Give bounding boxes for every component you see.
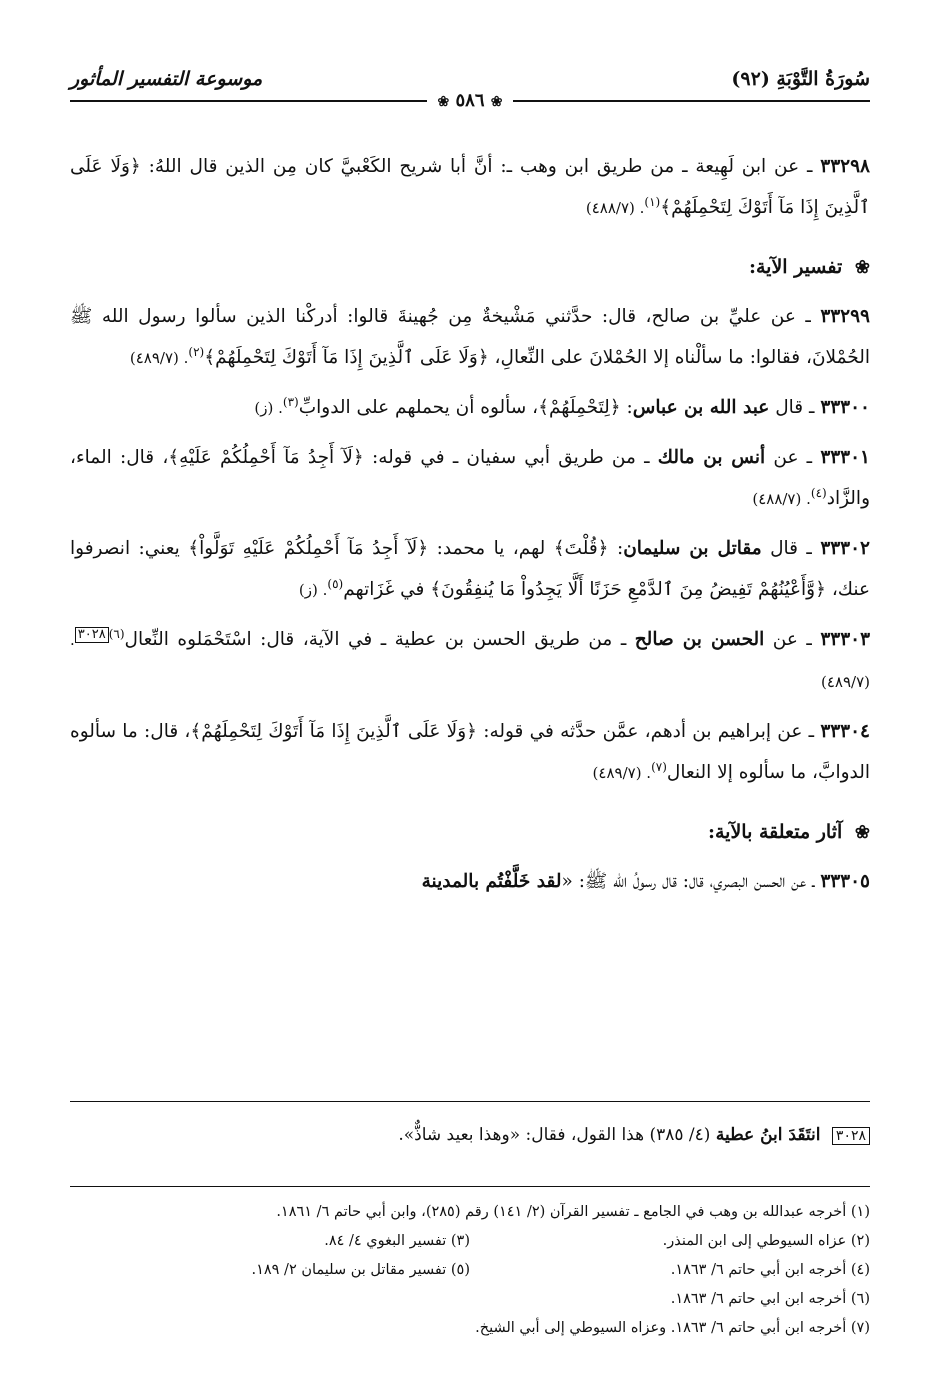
commentary-divider xyxy=(70,1101,870,1102)
entry-number: ٣٣٣٠٤ xyxy=(820,721,870,742)
entry-text: : ﴿لِتَحْمِلَهُمْ﴾، سألوه أن يحملهم على الدوابِّ xyxy=(298,397,633,418)
ornament-icon: ❀ xyxy=(490,94,503,110)
section-heading xyxy=(70,812,870,853)
entry-text: ـ عن ابن لَهِيعة ـ من طريق ابن وهب ـ: أنَّ أبا شريح الكَعْبيَّ كان مِن الذين قال اللهُ: ﴿وَلَا عَلَى ٱلَّذِينَ إِذَا مَآ أَتَوْكَ لِتَحْمِلَهُمْ﴾ xyxy=(70,156,870,218)
ornament-icon: ❀ xyxy=(437,94,450,110)
hadith-entry xyxy=(70,711,870,794)
running-header xyxy=(70,58,870,111)
commentary-box-marker: ٣٠٢٨ xyxy=(75,627,109,643)
entry-number: ٣٣٣٠٢ xyxy=(820,538,870,559)
footnote-marker: (٥) xyxy=(327,576,344,591)
volume-reference: . (٤٨٨/٧) xyxy=(752,490,811,508)
volume-reference: . (٤٨٩/٧) xyxy=(70,631,870,691)
footnote: (٦) أخرجه ابن ابي حاتم ٦/ ١٨٦٣. xyxy=(670,1291,870,1307)
hadith-entry xyxy=(70,387,870,429)
entry-prefix: ـ عن xyxy=(765,447,813,468)
book-page xyxy=(70,58,870,1358)
entry-number: ٣٣٣٠٥ xyxy=(820,871,870,892)
footnote-marker: (٧) xyxy=(651,759,667,774)
section-title: آثار متعلقة بالآية: xyxy=(707,821,843,843)
footnote-marker: (١) xyxy=(644,194,661,209)
entry-text: ـ من طريق أبي سفيان ـ في قوله: ﴿لَآ أَجِدُ مَآ أَحْمِلُكُمْ عَلَيْهِ﴾، قال: الماء، والزَّاد xyxy=(70,447,870,509)
section-heading xyxy=(70,247,870,288)
flower-icon: ❀ xyxy=(854,822,870,843)
hadith-entry xyxy=(70,861,870,902)
entry-prefix: ـ قال xyxy=(761,538,812,559)
entry-text: : ﴿قُلْتَ﴾ لهم، يا محمد: ﴿لَآ أَجِدُ مَآ أَحْمِلُكُمْ عَلَيْهِ تَوَلَّواْ﴾ يعني: انصرفوا عنك، ﴿وَّأَعْيُنُهُمْ تَفِيضُ مِنَ ٱلدَّمْعِ حَزَنًا أَلَّا يَجِدُواْ مَا يُنفِقُونَ﴾ في غَزَاتهم xyxy=(70,538,870,600)
hadith-entry xyxy=(70,528,870,611)
hadith-quote: لقد خَلَّفْتُم بالمدينة xyxy=(421,871,562,892)
page-number: ٥٨٦ xyxy=(455,90,485,111)
footnote: (٢) عزاه السيوطي إلى ابن المنذر. xyxy=(662,1233,870,1249)
entry-number: ٣٣٣٠٠ xyxy=(820,397,870,418)
footnote: (٧) أخرجه ابن أبي حاتم ٦/ ١٨٦٣. وعزاه السيوطي إلى أبي الشيخ. xyxy=(475,1320,870,1336)
book-title: موسوعة التفسير المأثور xyxy=(70,68,263,90)
footnote-marker: (٤) xyxy=(810,485,827,500)
volume-reference: . (ز) xyxy=(254,399,283,417)
entry-prefix: ـ عن xyxy=(764,629,812,650)
entry-number: ٣٣٣٠١ xyxy=(820,447,870,468)
volume-reference: . (٤٨٨/٧) xyxy=(585,199,645,217)
commentary-text: (٤/ ٣٨٥) هذا القول، فقال: «وهذا بعيد شاذٌّ». xyxy=(398,1125,711,1145)
footnote-divider xyxy=(70,1186,870,1187)
surah-title: سُورَةُ التَّوْبَةِ (٩٢) xyxy=(731,68,870,90)
footnotes xyxy=(70,1198,870,1343)
hadith-entry xyxy=(70,437,870,520)
narrator-name: عبد الله بن عباس xyxy=(632,397,770,418)
volume-reference: . (ز) xyxy=(298,581,328,599)
footnote: (٣) تفسير البغوي ٤/ ٨٤. xyxy=(324,1233,470,1249)
narrator-name: مقاتل بن سليمان xyxy=(623,538,762,559)
commentator-name: انتَقَدَ ابنُ عطية xyxy=(715,1125,821,1145)
narrator-name: أنس بن مالك xyxy=(657,447,766,468)
entry-text: ـ عن عليِّ بن صالح، قال: حدَّثني مَشْيخةٌ مِن جُهينةَ قالوا: أدركْنا الذين سألوا رسول الله ﷺ الحُمْلانَ، فقالوا: ما سألْناه إلا الحُمْلانَ على النِّعالِ، ﴿وَلَا عَلَى ٱلَّذِينَ إِذَا مَآ أَتَوْكَ لِتَحْمِلَهُمْ﴾ xyxy=(70,306,870,368)
entry-prefix: ـ قال xyxy=(769,397,815,418)
hadith-entry xyxy=(70,619,870,703)
entry-text: ـ عن إبراهيم بن أدهم، عمَّن حدَّثه في قوله: ﴿وَلَا عَلَى ٱلَّذِينَ إِذَا مَآ أَتَوْكَ لِتَحْمِلَهُمْ﴾، قال: ما سألوه الدوابَّ، ما سألوه إلا النعال xyxy=(70,721,870,783)
footnote-marker: (٣) xyxy=(282,394,299,409)
commentary-number: ٣٠٢٨ xyxy=(832,1127,870,1145)
section-title: تفسير الآية: xyxy=(748,256,843,278)
entry-text: ـ عن الحسن البصري، قال: قال رسولُ الله ﷺ: « xyxy=(561,871,815,892)
footnote-marker: (٦) xyxy=(108,626,125,641)
hadith-entry xyxy=(70,146,870,229)
footnote: (١) أخرجه عبدالله بن وهب في الجامع ـ تفسير القرآن (٢/ ١٤١) رقم (٢٨٥)، وابن أبي حاتم ٦/ ١٨٦١. xyxy=(276,1204,870,1220)
footnote: (٥) تفسير مقاتل بن سليمان ٢/ ١٨٩. xyxy=(251,1262,470,1278)
page-number-block xyxy=(427,90,512,111)
entry-number: ٣٣٢٩٨ xyxy=(820,156,870,177)
volume-reference: . (٤٨٩/٧) xyxy=(129,349,189,367)
entry-text: ـ من طريق الحسن بن عطية ـ في الآية، قال: اسْتَحْمَلوه النِّعال xyxy=(124,629,635,650)
hadith-entry xyxy=(70,296,870,379)
flower-icon: ❀ xyxy=(854,257,870,278)
narrator-name: الحسن بن صالح xyxy=(634,629,765,650)
entry-number: ٣٣٣٠٣ xyxy=(820,629,871,650)
footnote-marker: (٢) xyxy=(188,344,205,359)
main-text xyxy=(70,146,870,910)
footnote: (٤) أخرجه ابن أبي حاتم ٦/ ١٨٦٣. xyxy=(670,1262,870,1278)
commentary-note xyxy=(70,1118,870,1152)
volume-reference: . (٤٨٩/٧) xyxy=(592,764,652,782)
entry-number: ٣٣٢٩٩ xyxy=(820,306,870,327)
